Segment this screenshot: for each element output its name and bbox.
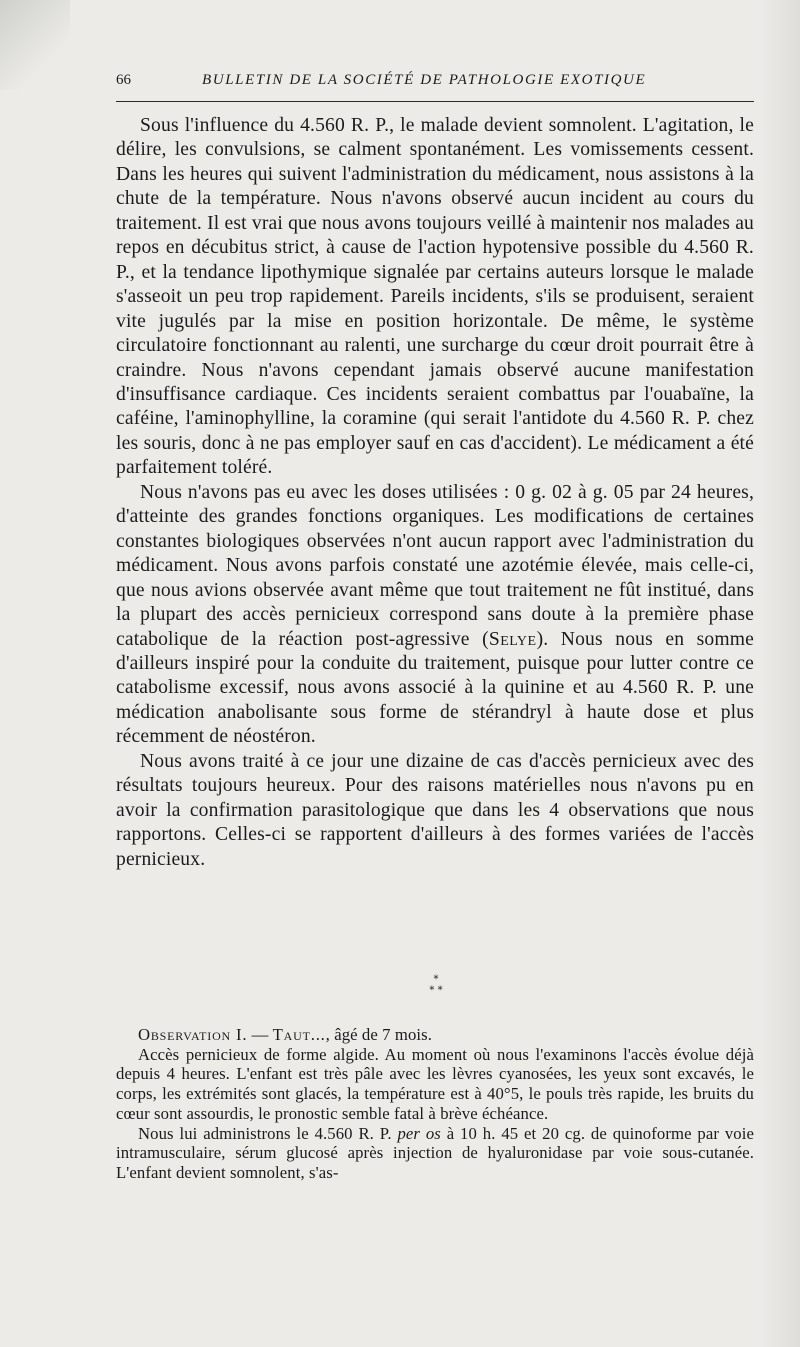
observation-text: Nous lui administrons le 4.560 R. P. — [138, 1123, 398, 1143]
page-edge-shadow — [760, 0, 800, 1347]
author-citation: Selye — [488, 628, 537, 650]
paragraph-text: ). Nous nous en somme d'ailleurs inspiré pour la conduite du traitement, puisque pour lutter contre ce catabolisme excessif, nous avons associé à la quinine et au 4.560 R. P. une médication anabolisante sous forme de stérandryl à haute dose et plus récemment de néostéron. — [116, 628, 754, 748]
paragraph — [116, 481, 754, 750]
heading-dash: — — [247, 1025, 273, 1044]
running-title: BULLETIN DE LA SOCIÉTÉ DE PATHOLOGIE EXOTIQUE — [202, 72, 647, 88]
observation-heading — [116, 1025, 754, 1045]
header-rule — [116, 101, 754, 102]
asterism-top: * — [433, 974, 439, 985]
running-header — [116, 72, 752, 96]
patient-age: , âgé de 7 mois. — [325, 1025, 432, 1044]
latin-term: per os — [397, 1123, 441, 1143]
observation-paragraph — [116, 1124, 754, 1183]
paragraph: Sous l'influence du 4.560 R. P., le malade devient somnolent. L'agitation, le délire, les convulsions, se calment spontanément. Les vomissements cessent. Dans les heures qui suivent l'administration du médicament, nous assistons à la chute de la température. Nous n'avons observé aucun incident au cours du traitement. Il est vrai que nous avons toujours veillé à maintenir nos malades au repos en décubitus strict, à cause de l'action hypotensive possible du 4.560 R. P., et la tendance lipothymique signalée par certains auteurs lorsque le malade s'asseoit un peu trop rapidement. Pareils incidents, s'ils se produisent, seraient vite jugulés par la mise en position horizontale. De même, le système circulatoire fonctionnant au ralenti, une surcharge du cœur droit pourrait être à craindre. Nous n'avons cependant jamais observé aucune manifestation d'insuffisance cardiaque. Ces incidents seraient combattus par l'ouabaïne, la caféine, l'aminophylline, la coramine (qui serait l'antidote du 4.560 R. P. chez les souris, donc à ne pas employer sauf en cas d'accident). Le médicament a été parfaitement toléré. — [116, 115, 754, 479]
page-corner-shadow — [0, 0, 70, 90]
paragraph: Nous avons traité à ce jour une dizaine de cas d'accès pernicieux avec des résultats toujours heureux. Pour des raisons matérielles nous n'avons pu en avoir la confirmation parasitologique que dans les 4 observations que nous rapportons. Celles-ci se rapportent d'ailleurs à des formes variées de l'accès pernicieux. — [116, 750, 754, 870]
observation-paragraph: Accès pernicieux de forme algide. Au moment où nous l'examinons l'accès évolue déjà depuis 4 heures. L'enfant est très pâle avec les lèvres cyanosées, les yeux sont excavés, le corps, les extrémités sont glacés, la température est à 40°5, le pouls très rapide, les bruits du cœur sont assourdis, le pronostic semble fatal à brève échéance. — [116, 1044, 754, 1123]
asterism-bottom: * * — [429, 985, 443, 996]
patient-name: Taut... — [272, 1025, 326, 1044]
asterism-divider — [416, 974, 456, 1004]
page-number: 66 — [116, 72, 131, 88]
observation-text: à 10 h. 45 et 20 cg. de quinoforme par voie intramusculaire, sérum glucosé après injection de hyaluronidase par voie sous-cutanée. L'enfant devient somnolent, s'as- — [116, 1123, 754, 1182]
observation-label: Observation I. — [138, 1025, 248, 1044]
main-text — [116, 114, 754, 872]
observation-section — [116, 1025, 754, 1183]
paragraph-text: Nous n'avons pas eu avec les doses utilisées : 0 g. 02 à g. 05 par 24 heures, d'atteinte des grandes fonctions organiques. Les modifications de certaines constantes biologiques observées n'ont aucun rapport avec l'administration du médicament. Nous avons parfois constaté une azotémie élevée, mais celle-ci, que nous avions observée avant même que tout traitement ne fût institué, dans la plupart des accès pernicieux correspond sans doute à la première phase catabolique de la réaction post-agressive ( — [116, 481, 754, 650]
